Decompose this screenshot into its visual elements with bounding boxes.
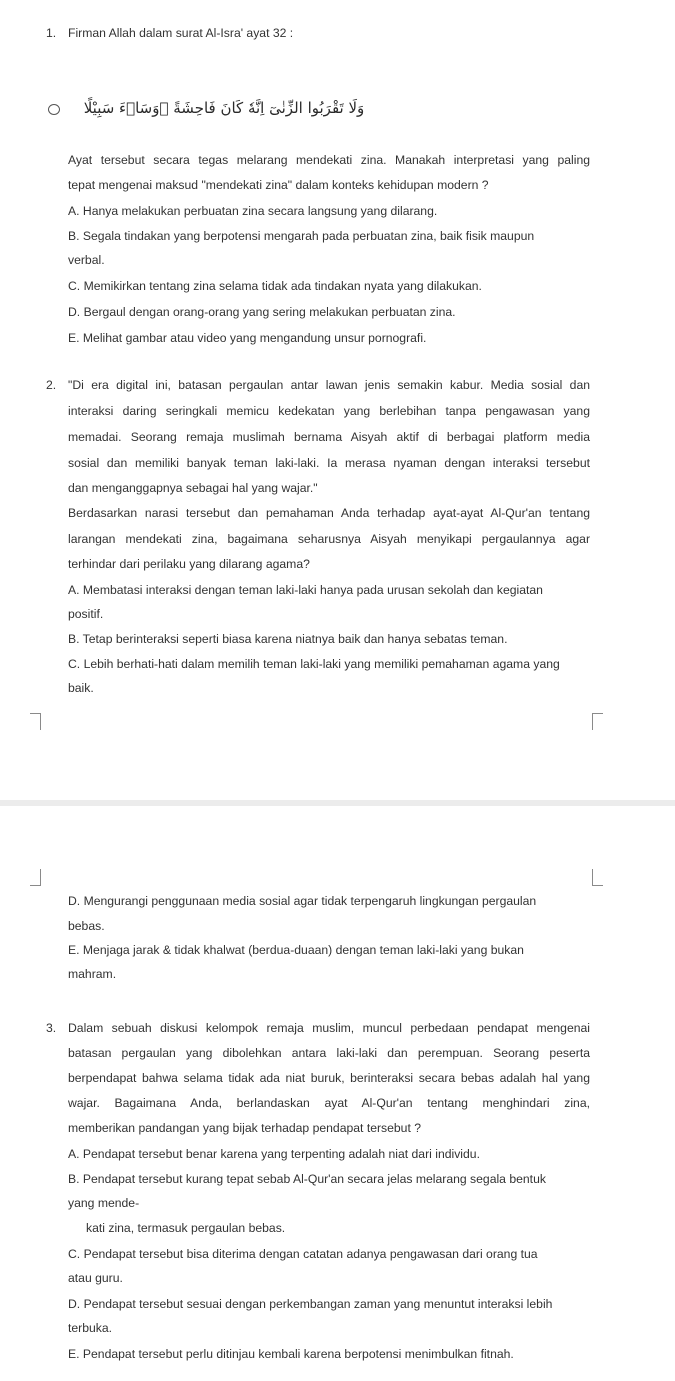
q3-option-b-cont: yang mende- — [68, 1196, 140, 1210]
q1-option-c: C. Memikirkan tentang zina selama tidak ada tindakan nyata yang dilakukan. — [68, 279, 482, 293]
q3-option-e: E. Pendapat tersebut perlu ditinjau kembali karena berpotensi menimbulkan fitnah. — [68, 1347, 514, 1361]
crop-mark — [592, 869, 603, 886]
question-1-stem-line: tepat mengenai maksud "mendekati zina" dalam konteks kehidupan modern ? — [68, 178, 489, 192]
q3-option-c-cont: atau guru. — [68, 1271, 123, 1285]
question-3-stem-line: wajar. Bagaimana Anda, berlandaskan ayat Al-Qur'an tentang menghindari zina, — [68, 1096, 590, 1110]
q3-option-b-cont: kati zina, termasuk pergaulan bebas. — [86, 1221, 286, 1235]
q3-option-c: C. Pendapat tersebut bisa diterima dengan catatan adanya pengawasan dari orang tua — [68, 1247, 538, 1261]
q1-option-d: D. Bergaul dengan orang-orang yang sering melakukan perbuatan zina. — [68, 305, 456, 319]
question-2-stem-line: memadai. Seorang remaja muslimah bernama Aisyah aktif di berbagai platform media — [68, 430, 590, 444]
q2-option-c-cont: baik. — [68, 681, 94, 695]
crop-mark — [592, 713, 603, 730]
question-1-title: Firman Allah dalam surat Al-Isra' ayat 32 : — [68, 26, 294, 40]
q2-option-e-cont: mahram. — [68, 967, 117, 981]
q3-option-a: A. Pendapat tersebut benar karena yang terpenting adalah niat dari individu. — [68, 1147, 480, 1161]
q2-option-d: D. Mengurangi penggunaan media sosial agar tidak terpengaruh lingkungan pergaulan — [68, 894, 537, 908]
question-3-stem-line: berpendapat bahwa selama tidak ada niat buruk, berinteraksi secara bebas adalah hal yang — [68, 1071, 590, 1085]
crop-mark — [30, 869, 41, 886]
q2-option-e: E. Menjaga jarak & tidak khalwat (berdua-duaan) dengan teman laki-laki yang bukan — [68, 943, 524, 957]
q2-option-c: C. Lebih berhati-hati dalam memilih teman laki-laki yang memiliki pemahaman agama yang — [68, 657, 560, 671]
question-2-stem-line: larangan mendekati zina, bagaimana seharusnya Aisyah menyikapi pergaulannya agar — [68, 532, 590, 546]
verse-end-marker — [48, 104, 60, 115]
question-3-number: 3. — [46, 1021, 57, 1035]
question-3-stem-line: Dalam sebuah diskusi kelompok remaja muslim, muncul perbedaan pendapat mengenai — [68, 1021, 590, 1035]
q1-option-b: B. Segala tindakan yang berpotensi mengarah pada perbuatan zina, baik fisik maupun — [68, 229, 535, 243]
q1-option-b-cont: verbal. — [68, 253, 105, 267]
crop-mark — [30, 713, 41, 730]
q2-option-b: B. Tetap berinteraksi seperti biasa karena niatnya baik dan hanya sebatas teman. — [68, 632, 508, 646]
q3-option-d-cont: terbuka. — [68, 1321, 113, 1335]
q3-option-d: D. Pendapat tersebut sesuai dengan perkembangan zaman yang menuntut interaksi lebih — [68, 1297, 553, 1311]
question-2-stem-line: sosial dan memiliki banyak teman laki-laki. Ia merasa nyaman dengan interaksi tersebut — [68, 456, 590, 470]
question-1-stem-line: Ayat tersebut secara tegas melarang mendekati zina. Manakah interpretasi yang paling — [68, 153, 590, 167]
q3-option-b: B. Pendapat tersebut kurang tepat sebab Al-Qur'an secara jelas melarang segala bentuk — [68, 1172, 546, 1186]
q2-option-d-cont: bebas. — [68, 919, 105, 933]
question-2-number: 2. — [46, 378, 57, 392]
question-2-stem-line: interaksi daring seringkali memicu kedekatan yang berlebihan tanpa pengawasan yang — [68, 404, 590, 418]
question-3-stem-line: batasan pergaulan yang dibolehkan antara laki-laki dan perempuan. Seorang peserta — [68, 1046, 590, 1060]
q1-option-a: A. Hanya melakukan perbuatan zina secara langsung yang dilarang. — [68, 204, 438, 218]
question-2-stem-line: terhindar dari perilaku yang dilarang agama? — [68, 557, 310, 571]
q2-option-a-cont: positif. — [68, 607, 104, 621]
q1-option-e: E. Melihat gambar atau video yang mengandung unsur pornografi. — [68, 331, 427, 345]
question-1-number: 1. — [46, 26, 57, 40]
question-2-stem-line: Berdasarkan narasi tersebut dan pemahaman Anda terhadap ayat-ayat Al-Qur'an tentang — [68, 506, 590, 520]
page-separator — [0, 800, 675, 806]
q2-option-a: A. Membatasi interaksi dengan teman laki-laki hanya pada urusan sekolah dan kegiatan — [68, 583, 543, 597]
quran-verse-arabic: وَلَا تَقْرَبُوا الزِّنٰىٓ اِنَّهٗ كَانَ فَاحِشَةً ۗوَسَاۤءَ سَبِيْلًا — [83, 99, 365, 117]
question-3-stem-line: memberikan pandangan yang bijak terhadap pendapat tersebut ? — [68, 1121, 422, 1135]
question-2-stem-line: dan menganggapnya sebagai hal yang wajar." — [68, 481, 318, 495]
question-2-stem-line: "Di era digital ini, batasan pergaulan antar lawan jenis semakin kabur. Media sosial dan — [68, 378, 590, 392]
